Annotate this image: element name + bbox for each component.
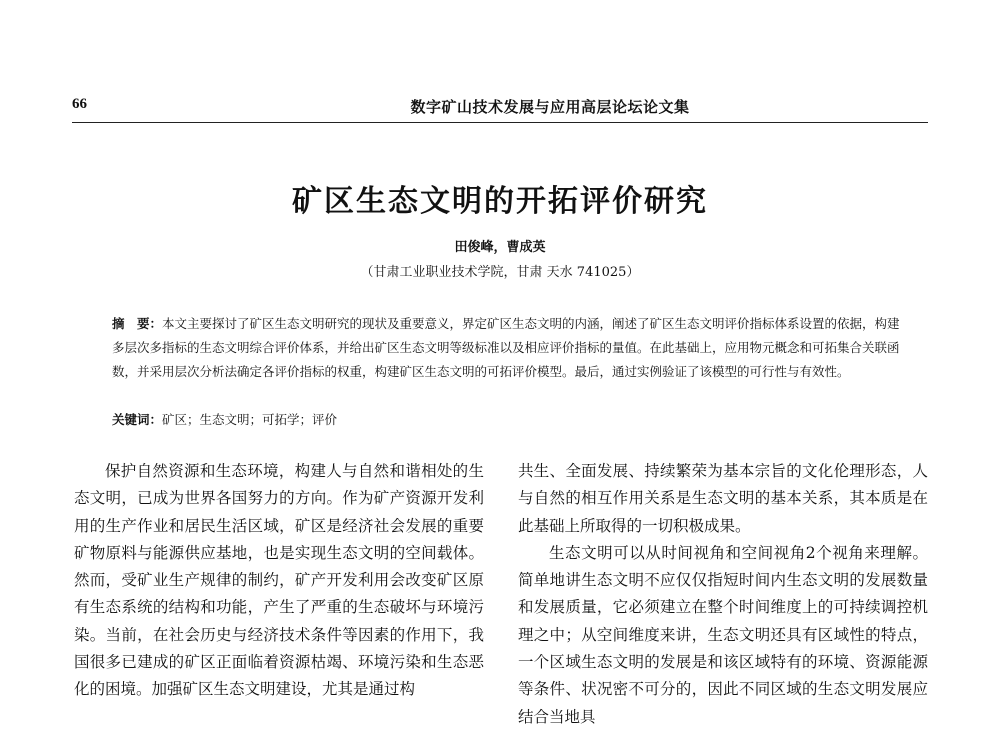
abstract-text: 本文主要探讨了矿区生态文明研究的现状及重要意义，界定矿区生态文明的内涵，阐述了矿区生态文明评价指标体系设置的依据，构建多层次多指标的生态文明综合评价体系，并给出矿区生态文明等级标准以及相应评价指标的量值。在此基础上，应用物元概念和可拓集合关联函数，并采用层次分析法确定各评价指标的权重，构建矿区生态文明的可拓评价模型。最后，通过实例验证了该模型的可行性与有效性。 — [112, 316, 900, 379]
authors: 田俊峰，曹成英 — [454, 240, 546, 255]
abstract-label: 摘 要： — [112, 316, 163, 331]
page-number: 66 — [72, 96, 87, 112]
keywords — [112, 409, 902, 431]
abstract — [112, 312, 902, 384]
affiliation: （甘肃工业职业技术学院，甘肃 天水 741025） — [360, 265, 640, 280]
body-paragraph: 共生、全面发展、持续繁荣为基本宗旨的文化伦理形态，人与自然的相互作用关系是生态文明的基本关系，其本质是在此基础上所取得的一切积极成果。 — [518, 462, 928, 535]
body-paragraph: 保护自然资源和生态环境，构建人与自然和谐相处的生态文明，已成为世界各国努力的方向。作为矿产资源开发利用的生产作业和居民生活区域，矿区是经济社会发展的重要矿物原料与能源供应基地，也是实现生态文明的空间载体。然而，受矿业生产规律的制约，矿产开发利用会改变矿区原有生态系统的结构和功能，产生了严重的生态破坏与环境污染。当前，在社会历史与经济技术条件等因素的作用下，我国很多已建成的矿区正面临着资源枯竭、环境污染和生态恶化的困境。加强矿区生态文明建设，尤其是通过构 — [74, 462, 484, 699]
running-title: 数字矿山技术发展与应用高层论坛论文集 — [410, 98, 690, 116]
body-paragraph: 生态文明可以从时间视角和空间视角2个视角来理解。简单地讲生态文明不应仅仅指短时间内生态文明的发展数量和发展质量，它必须建立在整个时间维度上的可持续调控机理之中；从空间维度来讲，生态文明还具有区域性的特点，一个区域生态文明的发展是和该区域特有的环境、资源能源等条件、状况密不可分的，因此不同区域的生态文明发展应结合当地具 — [518, 543, 928, 726]
header-rule — [72, 122, 928, 123]
body-left-column — [74, 458, 484, 704]
keywords-label: 关键词： — [112, 412, 163, 427]
keywords-text: 矿区；生态文明；可拓学；评价 — [162, 412, 338, 427]
body-right-column — [518, 458, 928, 731]
article-title: 矿区生态文明的开拓评价研究 — [292, 184, 708, 219]
